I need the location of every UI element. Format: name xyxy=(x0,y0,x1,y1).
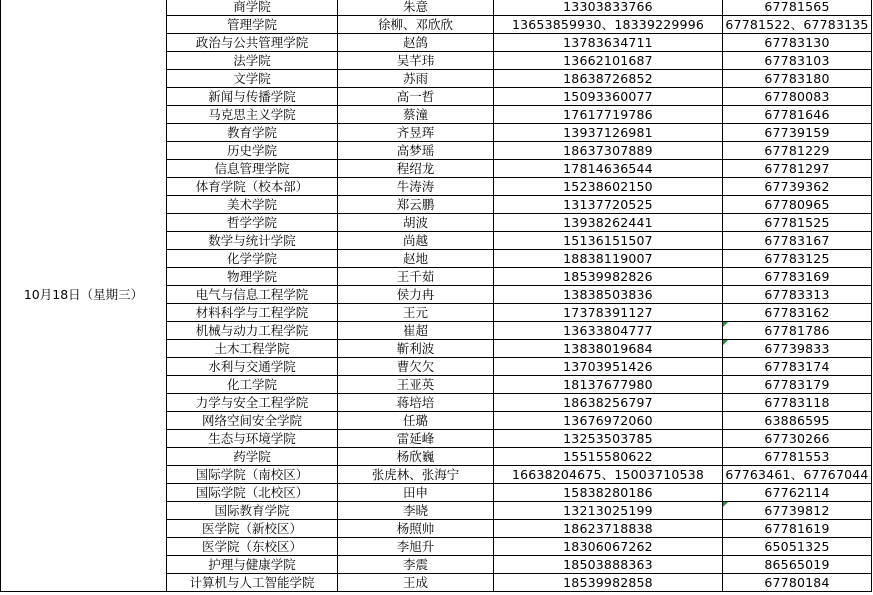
contact-cell[interactable]: 朱意 xyxy=(338,0,494,16)
phone-cell[interactable]: 67781553 xyxy=(723,448,872,466)
college-cell[interactable]: 管理学院 xyxy=(167,16,338,34)
contact-cell[interactable]: 王千茹 xyxy=(338,268,494,286)
mobile-cell[interactable]: 18539982826 xyxy=(494,268,723,286)
phone-cell[interactable]: 67783162 xyxy=(723,304,872,322)
contact-cell[interactable]: 苏雨 xyxy=(338,70,494,88)
contact-cell[interactable]: 赵地 xyxy=(338,250,494,268)
college-cell[interactable]: 美术学院 xyxy=(167,196,338,214)
phone-cell[interactable]: 67783167 xyxy=(723,232,872,250)
college-cell[interactable]: 政治与公共管理学院 xyxy=(167,34,338,52)
mobile-cell[interactable]: 18638256797 xyxy=(494,394,723,412)
mobile-cell[interactable]: 18838119007 xyxy=(494,250,723,268)
college-cell[interactable]: 教育学院 xyxy=(167,124,338,142)
mobile-cell[interactable]: 18539982858 xyxy=(494,574,723,592)
college-cell[interactable]: 文学院 xyxy=(167,70,338,88)
phone-cell[interactable]: 86565019 xyxy=(723,556,872,574)
college-cell[interactable]: 商学院 xyxy=(167,0,338,16)
contact-cell[interactable]: 王成 xyxy=(338,574,494,592)
phone-cell[interactable]: 65051325 xyxy=(723,538,872,556)
mobile-cell[interactable]: 13137720525 xyxy=(494,196,723,214)
college-cell[interactable]: 物理学院 xyxy=(167,268,338,286)
mobile-cell[interactable]: 13938262441 xyxy=(494,214,723,232)
phone-cell[interactable]: 63886595 xyxy=(723,412,872,430)
phone-cell[interactable]: 67739812 xyxy=(723,502,872,520)
phone-cell[interactable]: 67739362 xyxy=(723,178,872,196)
contact-cell[interactable]: 杨照帅 xyxy=(338,520,494,538)
mobile-cell[interactable]: 15093360077 xyxy=(494,88,723,106)
contact-cell[interactable]: 曹欠欠 xyxy=(338,358,494,376)
college-cell[interactable]: 国际学院（南校区） xyxy=(167,466,338,484)
contact-cell[interactable]: 杨欣巍 xyxy=(338,448,494,466)
phone-cell[interactable]: 67783118 xyxy=(723,394,872,412)
phone-cell[interactable]: 67783103 xyxy=(723,52,872,70)
college-cell[interactable]: 哲学学院 xyxy=(167,214,338,232)
college-cell[interactable]: 数学与统计学院 xyxy=(167,232,338,250)
contact-cell[interactable]: 牛涛涛 xyxy=(338,178,494,196)
phone-cell[interactable]: 67781525 xyxy=(723,214,872,232)
college-cell[interactable]: 化工学院 xyxy=(167,376,338,394)
mobile-cell[interactable]: 13937126981 xyxy=(494,124,723,142)
mobile-cell[interactable]: 17617719786 xyxy=(494,106,723,124)
mobile-cell[interactable]: 13213025199 xyxy=(494,502,723,520)
mobile-cell[interactable]: 18306067262 xyxy=(494,538,723,556)
contact-cell[interactable]: 蔡潼 xyxy=(338,106,494,124)
phone-cell[interactable]: 67781646 xyxy=(723,106,872,124)
college-cell[interactable]: 网络空间安全学院 xyxy=(167,412,338,430)
mobile-cell[interactable]: 15515580622 xyxy=(494,448,723,466)
college-cell[interactable]: 信息管理学院 xyxy=(167,160,338,178)
phone-cell[interactable]: 67783125 xyxy=(723,250,872,268)
mobile-cell[interactable]: 17378391127 xyxy=(494,304,723,322)
mobile-cell[interactable]: 13662101687 xyxy=(494,52,723,70)
mobile-cell[interactable]: 13838019684 xyxy=(494,340,723,358)
contact-cell[interactable]: 尚越 xyxy=(338,232,494,250)
college-cell[interactable]: 生态与环境学院 xyxy=(167,430,338,448)
mobile-cell[interactable]: 18137677980 xyxy=(494,376,723,394)
contact-cell[interactable]: 高一哲 xyxy=(338,88,494,106)
contact-cell[interactable]: 赵鸽 xyxy=(338,34,494,52)
mobile-cell[interactable]: 13676972060 xyxy=(494,412,723,430)
phone-cell[interactable]: 67783313 xyxy=(723,286,872,304)
date-cell[interactable]: 10月18日（星期三） xyxy=(1,0,167,592)
mobile-cell[interactable]: 13653859930、18339229996 xyxy=(494,16,723,34)
phone-cell[interactable]: 67781786 xyxy=(723,322,872,340)
mobile-cell[interactable]: 13783634711 xyxy=(494,34,723,52)
contact-cell[interactable]: 高梦瑶 xyxy=(338,142,494,160)
table-row xyxy=(1,0,872,16)
contact-cell[interactable]: 郑云鹏 xyxy=(338,196,494,214)
college-cell[interactable]: 法学院 xyxy=(167,52,338,70)
phone-cell[interactable]: 67781229 xyxy=(723,142,872,160)
phone-cell[interactable]: 67783169 xyxy=(723,268,872,286)
contact-cell[interactable]: 王亚英 xyxy=(338,376,494,394)
college-cell[interactable]: 水利与交通学院 xyxy=(167,358,338,376)
contact-cell[interactable]: 田申 xyxy=(338,484,494,502)
contact-cell[interactable]: 李震 xyxy=(338,556,494,574)
phone-cell[interactable]: 67783179 xyxy=(723,376,872,394)
phone-cell[interactable]: 67783130 xyxy=(723,34,872,52)
mobile-cell[interactable]: 13838503836 xyxy=(494,286,723,304)
mobile-cell[interactable]: 13253503785 xyxy=(494,430,723,448)
phone-cell[interactable]: 67730266 xyxy=(723,430,872,448)
mobile-cell[interactable]: 18503888363 xyxy=(494,556,723,574)
college-cell[interactable]: 化学学院 xyxy=(167,250,338,268)
college-cell[interactable]: 马克思主义学院 xyxy=(167,106,338,124)
phone-cell[interactable]: 67781619 xyxy=(723,520,872,538)
contact-cell[interactable]: 雷延峰 xyxy=(338,430,494,448)
contact-cell[interactable]: 李旭升 xyxy=(338,538,494,556)
contact-cell[interactable]: 蒋培培 xyxy=(338,394,494,412)
phone-cell[interactable]: 67739833 xyxy=(723,340,872,358)
college-cell[interactable]: 国际教育学院 xyxy=(167,502,338,520)
college-cell[interactable]: 新闻与传播学院 xyxy=(167,88,338,106)
contact-cell[interactable]: 胡波 xyxy=(338,214,494,232)
contact-cell[interactable]: 齐昱珲 xyxy=(338,124,494,142)
mobile-cell[interactable]: 13303833766 xyxy=(494,0,723,16)
mobile-cell[interactable]: 17814636544 xyxy=(494,160,723,178)
phone-cell[interactable]: 67739159 xyxy=(723,124,872,142)
mobile-cell[interactable]: 16638204675、15003710538 xyxy=(494,466,723,484)
college-cell[interactable]: 电气与信息工程学院 xyxy=(167,286,338,304)
contact-cell[interactable]: 程绍龙 xyxy=(338,160,494,178)
contact-cell[interactable]: 王元 xyxy=(338,304,494,322)
contact-cell[interactable]: 徐柳、邓欣欣 xyxy=(338,16,494,34)
phone-cell[interactable]: 67781565 xyxy=(723,0,872,16)
phone-cell[interactable]: 67780965 xyxy=(723,196,872,214)
phone-cell[interactable]: 67763461、67767044 xyxy=(723,466,872,484)
college-cell[interactable]: 国际学院（北校区） xyxy=(167,484,338,502)
phone-cell[interactable]: 67780083 xyxy=(723,88,872,106)
contact-cell[interactable]: 崔超 xyxy=(338,322,494,340)
college-cell[interactable]: 医学院（东校区） xyxy=(167,538,338,556)
college-cell[interactable]: 护理与健康学院 xyxy=(167,556,338,574)
contact-cell[interactable]: 侯力冉 xyxy=(338,286,494,304)
mobile-cell[interactable]: 18638726852 xyxy=(494,70,723,88)
contact-cell[interactable]: 张虎林、张海宁 xyxy=(338,466,494,484)
college-cell[interactable]: 机械与动力工程学院 xyxy=(167,322,338,340)
table-body xyxy=(1,0,872,592)
mobile-cell[interactable]: 15136151507 xyxy=(494,232,723,250)
contact-cell[interactable]: 靳利波 xyxy=(338,340,494,358)
phone-cell[interactable]: 67781522、67783135 xyxy=(723,16,872,34)
college-cell[interactable]: 力学与安全工程学院 xyxy=(167,394,338,412)
mobile-cell[interactable]: 13633804777 xyxy=(494,322,723,340)
phone-cell[interactable]: 67780184 xyxy=(723,574,872,592)
college-cell[interactable]: 医学院（新校区） xyxy=(167,520,338,538)
mobile-cell[interactable]: 18637307889 xyxy=(494,142,723,160)
college-cell[interactable]: 计算机与人工智能学院 xyxy=(167,574,338,592)
contact-cell[interactable]: 任璐 xyxy=(338,412,494,430)
mobile-cell[interactable]: 18623718838 xyxy=(494,520,723,538)
college-cell[interactable]: 材料科学与工程学院 xyxy=(167,304,338,322)
college-cell[interactable]: 药学院 xyxy=(167,448,338,466)
phone-cell[interactable]: 67783174 xyxy=(723,358,872,376)
phone-cell[interactable]: 67762114 xyxy=(723,484,872,502)
college-cell[interactable]: 历史学院 xyxy=(167,142,338,160)
mobile-cell[interactable]: 13703951426 xyxy=(494,358,723,376)
mobile-cell[interactable]: 15838280186 xyxy=(494,484,723,502)
mobile-cell[interactable]: 15238602150 xyxy=(494,178,723,196)
college-cell[interactable]: 土木工程学院 xyxy=(167,340,338,358)
contact-cell[interactable]: 吴芊玮 xyxy=(338,52,494,70)
phone-cell[interactable]: 67783180 xyxy=(723,70,872,88)
contact-cell[interactable]: 李晓 xyxy=(338,502,494,520)
college-cell[interactable]: 体育学院（校本部） xyxy=(167,178,338,196)
phone-cell[interactable]: 67781297 xyxy=(723,160,872,178)
